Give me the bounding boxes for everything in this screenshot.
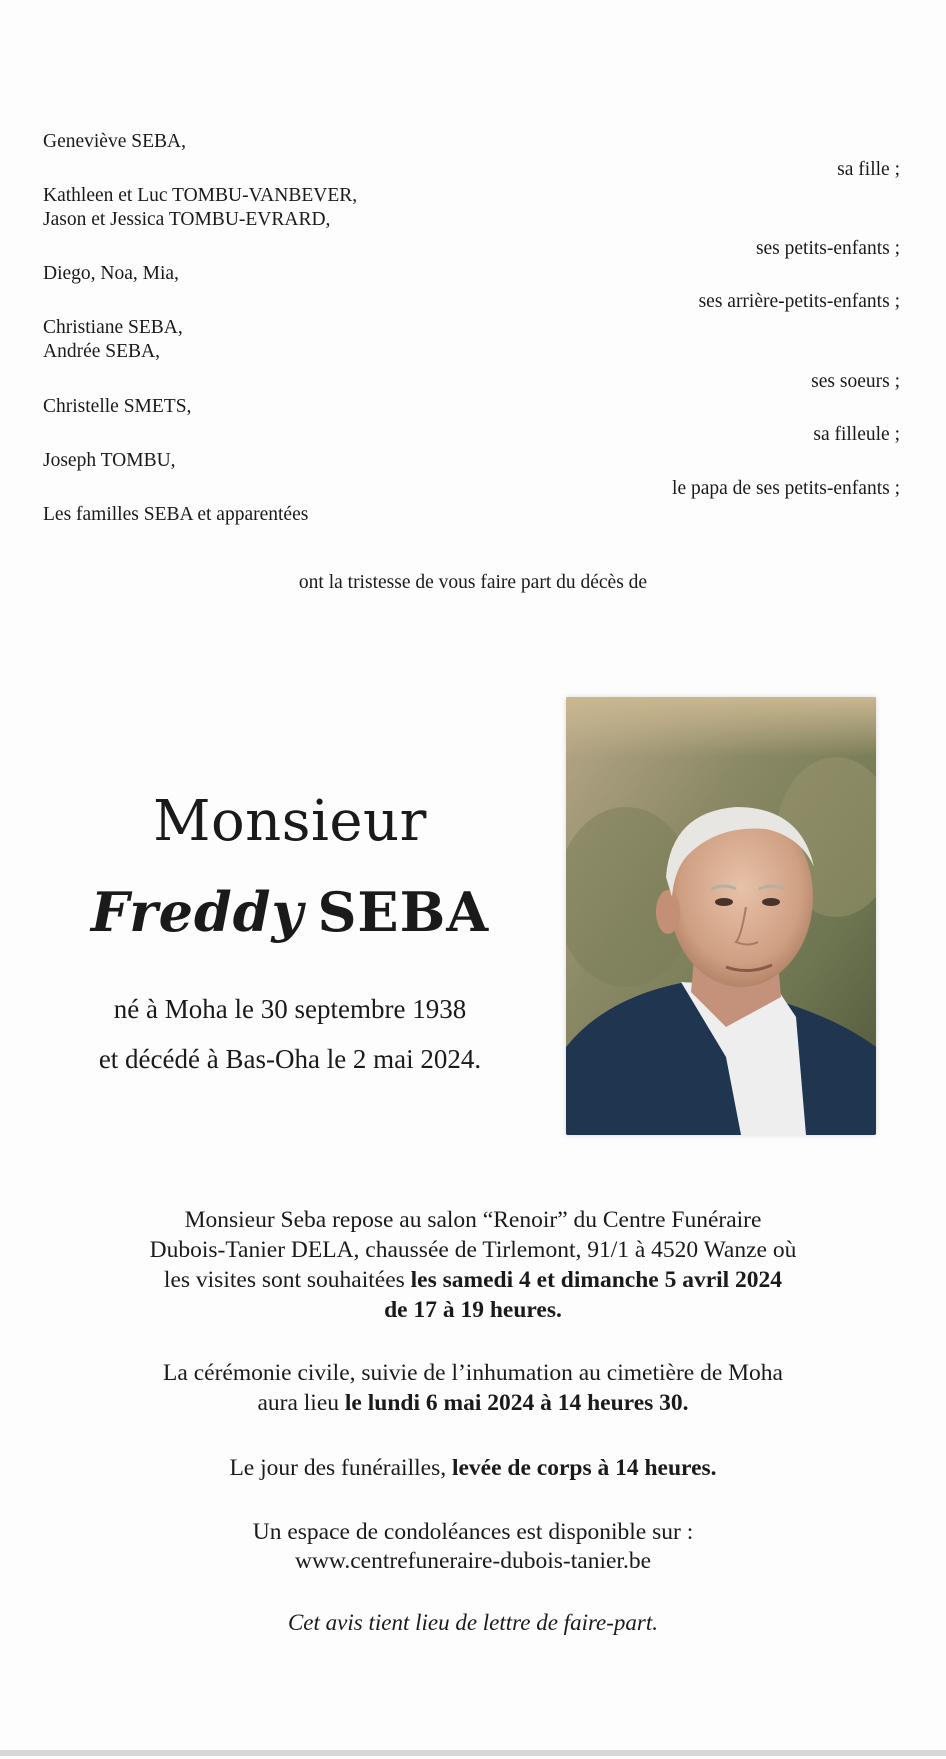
family-name-christelle: Christelle SMETS, bbox=[43, 396, 192, 417]
closing-note: Cet avis tient lieu de lettre de faire-part. bbox=[287, 1610, 659, 1635]
life-dates bbox=[45, 984, 535, 1084]
family-name-great-grandchildren: Diego, Noa, Mia, bbox=[43, 263, 179, 284]
first-name: Freddy bbox=[90, 880, 304, 944]
funeral-day bbox=[0, 1453, 946, 1483]
portrait-photo bbox=[566, 697, 876, 1135]
family-name-christiane: Christiane SEBA, bbox=[43, 317, 183, 338]
condolences-url: www.centrefuneraire-dubois-tanier.be bbox=[294, 1548, 652, 1574]
visitation-line-1: Monsieur Seba repose au salon “Renoir” du Centre Funéraire bbox=[184, 1207, 762, 1233]
visitation-hours-text: de 17 à 19 heures. bbox=[384, 1297, 562, 1323]
deceased-title bbox=[45, 789, 535, 854]
funeral-day-time: levée de corps à 14 heures. bbox=[451, 1455, 717, 1481]
deceased-name bbox=[45, 880, 535, 945]
death-line: et décédé à Bas-Oha le 2 mai 2024. bbox=[98, 1044, 482, 1074]
last-name: SEBA bbox=[317, 880, 490, 944]
ceremony-date: le lundi 6 mai 2024 à 14 heures 30. bbox=[344, 1390, 689, 1416]
family-name-joseph: Joseph TOMBU, bbox=[43, 450, 176, 471]
visitation-line-2: Dubois-Tanier DELA, chaussée de Tirlemont, 91/1 à 4520 Wanze où bbox=[149, 1237, 797, 1263]
ceremony-line-1: La cérémonie civile, suivie de l’inhumation au cimetière de Moha bbox=[163, 1360, 783, 1386]
ceremony-text: aura lieu bbox=[257, 1390, 345, 1416]
family-name-genevieve: Geneviève SEBA, bbox=[43, 131, 186, 152]
visitation-hours bbox=[0, 1295, 946, 1325]
relation-great-grandchildren: ses arrière-petits-enfants ; bbox=[698, 291, 900, 312]
bottom-divider bbox=[0, 1750, 946, 1756]
relation-goddaughter: sa filleule ; bbox=[813, 424, 900, 445]
family-name-andree: Andrée SEBA, bbox=[43, 341, 160, 362]
visitation-text: les visites sont souhaitées bbox=[163, 1267, 411, 1293]
intro-text: ont la tristesse de vous faire part du décès de bbox=[298, 572, 648, 593]
visitation-line-3 bbox=[0, 1265, 946, 1295]
ceremony-line-2 bbox=[0, 1388, 946, 1418]
condolences-text: Un espace de condoléances est disponible sur : bbox=[252, 1519, 694, 1545]
relation-grandchildren-father: le papa de ses petits-enfants ; bbox=[672, 478, 900, 499]
visitation-dates: les samedi 4 et dimanche 5 avril 2024 bbox=[410, 1267, 783, 1293]
honorific: Monsieur bbox=[153, 789, 427, 854]
family-name-families: Les familles SEBA et apparentées bbox=[43, 504, 309, 525]
relation-daughter: sa fille ; bbox=[837, 159, 900, 180]
family-name-kathleen-luc: Kathleen et Luc TOMBU-VANBEVER, bbox=[43, 185, 358, 206]
relation-grandchildren: ses petits-enfants ; bbox=[755, 238, 900, 259]
funeral-day-text: Le jour des funérailles, bbox=[229, 1455, 452, 1481]
relation-sisters: ses soeurs ; bbox=[811, 371, 900, 392]
family-name-jason-jessica: Jason et Jessica TOMBU-EVRARD, bbox=[43, 209, 331, 230]
birth-line: né à Moha le 30 septembre 1938 bbox=[113, 994, 467, 1024]
